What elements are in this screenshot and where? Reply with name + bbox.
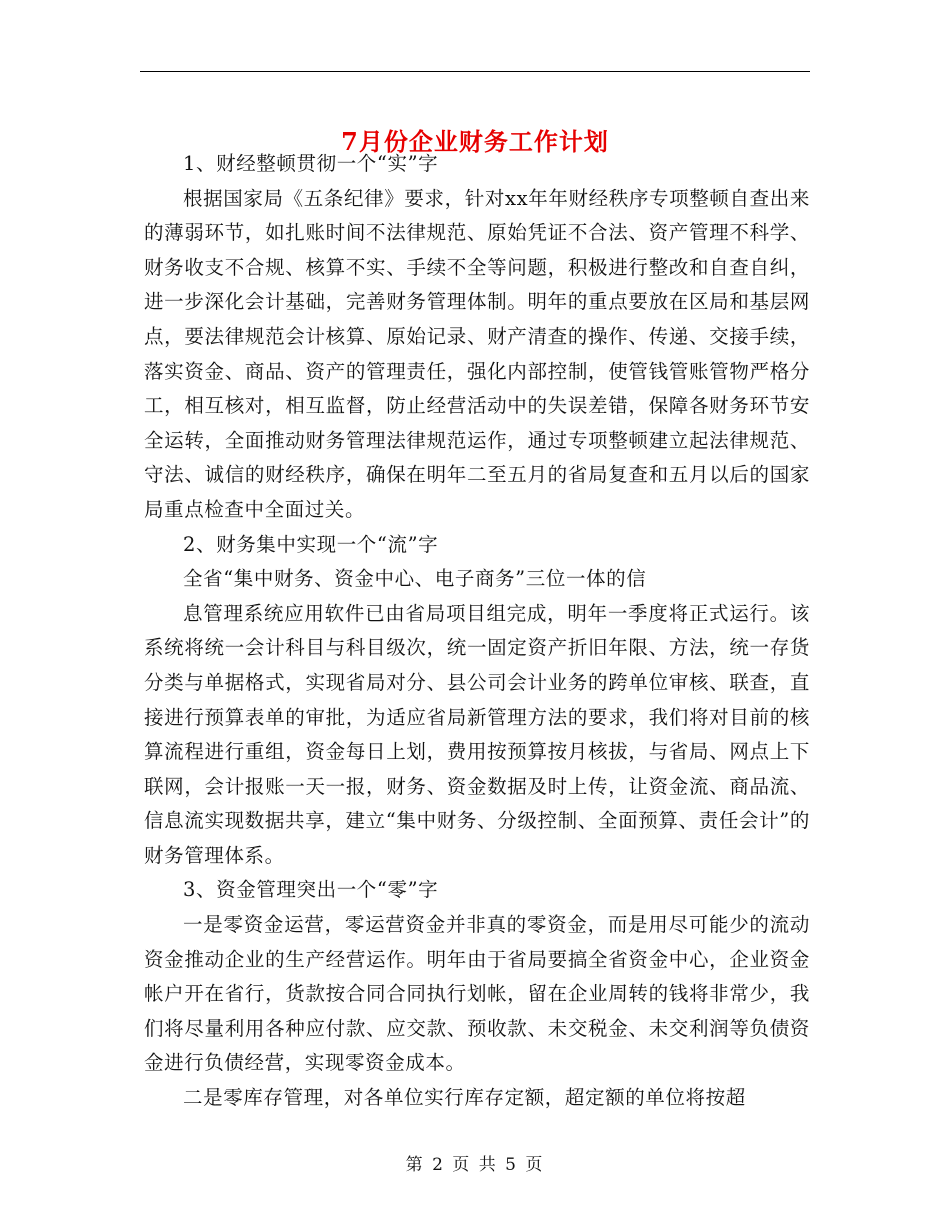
- section-heading-1: 1、财经整顿贯彻一个“实”字: [183, 152, 439, 175]
- document-title: 7月份企业财务工作计划: [341, 127, 609, 157]
- paragraph: 息管理系统应用软件已由省局项目组完成，明年一季度将正式运行。该系统将统一会计科目与科目级次，统一固定资产折旧年限、方法，统一存货分类与单据格式，实现省局对分、县公司会计业务的跨单位审核、联查，直接进行预算表单的审批，为适应省局新管理方法的要求，我们将对目前的核算流程进行重组，资金每日上划，费用按预算按月核拔，与省局、网点上下联网，会计报账一天一报，财务、资金数据及时上传，让资金流、商品流、信息流实现数据共享，建立“集中财务、分级控制、全面预算、责任会计”的财务管理体系。: [144, 601, 810, 867]
- section-heading-2: 2、财务集中实现一个“流”字: [183, 532, 439, 556]
- section-heading-3: 3、资金管理突出一个“零”字: [183, 878, 439, 902]
- document-body: [144, 147, 810, 1116]
- paragraph: 根据国家局《五条纪律》要求，针对xx年年财经秩序专项整顿自查出来的薄弱环节，如扎账时间不法律规范、原始凭证不合法、资产管理不科学、财务收支不合规、核算不实、手续不全等问题，积极进行整改和自查自纠，进一步深化会计基础，完善财务管理体制。明年的重点要放在区局和基层网点，要法律规范会计核算、原始记录、财产清查的操作、传递、交接手续，落实资金、商品、资产的管理责任，强化内部控制，使管钱管账管物严格分工，相互核对，相互监督，防止经营活动中的失误差错，保障各财务环节安全运转，全面推动财务管理法律规范运作，通过专项整顿建立起法律规范、守法、诚信的财经秩序，确保在明年二至五月的省局复查和五月以后的国家局重点检查中全面过关。: [144, 186, 810, 521]
- paragraph: 全省“集中财务、资金中心、电子商务”三位一体的信: [183, 567, 647, 591]
- paragraph: 一是零资金运营，零运营资金并非真的零资金，而是用尽可能少的流动资金推动企业的生产经营运作。明年由于省局要搞全省资金中心，企业资金帐户开在省行，货款按合同合同执行划帐，留在企业周转的钱将非常少，我们将尽量利用各种应付款、应交款、预收款、未交税金、未交利润等负债资金进行负债经营，实现零资金成本。: [144, 913, 810, 1075]
- paragraph: 二是零库存管理，对各单位实行库存定额，超定额的单位将按超: [183, 1086, 746, 1110]
- header-rule: [140, 71, 810, 72]
- page-number: 第 2 页 共 5 页: [405, 1155, 545, 1175]
